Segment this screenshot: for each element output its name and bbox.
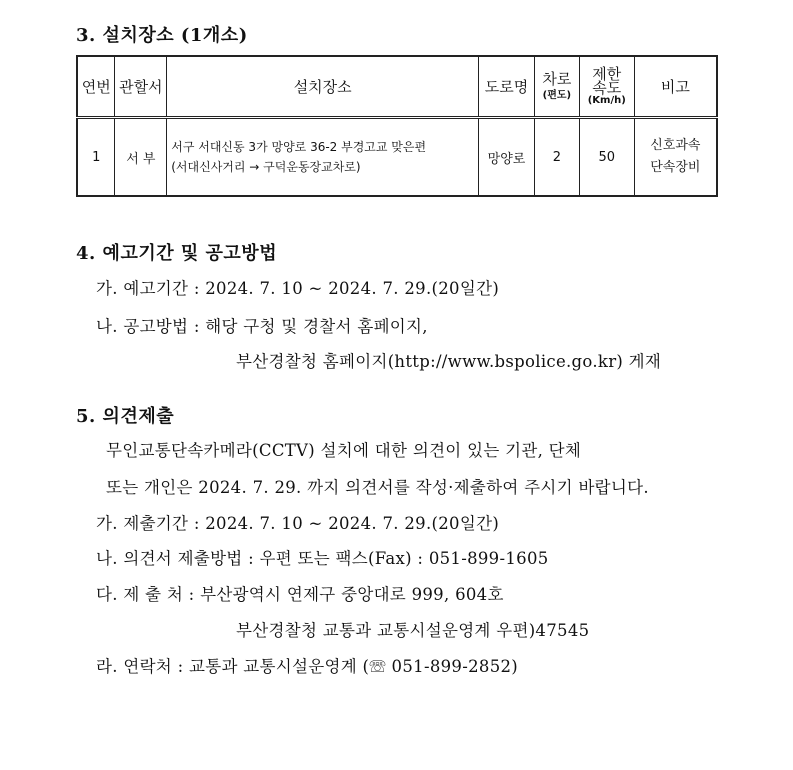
header-speed — [579, 56, 634, 118]
cell-location — [167, 118, 479, 197]
opinion-paragraph-line-2: 또는 개인은 2024. 7. 29. 까지 의견서를 작성·제출하여 주시기 바랍니다. — [106, 478, 649, 497]
cell-no: 1 — [77, 118, 115, 197]
cell-lanes: 2 — [534, 118, 579, 197]
submission-method-line: 나. 의견서 제출방법 : 우편 또는 팩스(Fax) : 051-899-1605 — [96, 549, 549, 568]
header-station: 관할서 — [115, 56, 167, 118]
submission-period-line: 가. 제출기간 : 2024. 7. 10 ~ 2024. 7. 29.(20일간) — [96, 514, 500, 533]
table-row — [77, 118, 717, 197]
header-lanes-sub: (편도) — [542, 90, 572, 101]
cell-note-line1: 신호과속 — [650, 138, 701, 153]
section-3-title: 3. 설치장소 (1개소) — [76, 25, 248, 46]
cell-note — [634, 118, 717, 197]
header-speed-line2: 속도 — [592, 79, 622, 97]
notice-method-line: 나. 공고방법 : 해당 구청 및 경찰서 홈페이지, — [96, 317, 428, 336]
header-no: 연번 — [77, 56, 115, 118]
cell-road: 망양로 — [479, 118, 535, 197]
installation-location-table — [76, 55, 718, 197]
cell-note-line2: 단속장비 — [650, 160, 701, 175]
table-header-row — [77, 56, 717, 118]
header-road: 도로명 — [479, 56, 535, 118]
header-note: 비고 — [634, 56, 717, 118]
notice-method-line-2: 부산경찰청 홈페이지(http://www.bspolice.go.kr) 게재 — [236, 352, 662, 371]
cell-station: 서 부 — [115, 118, 167, 197]
header-speed-line1: 제한 — [592, 65, 622, 83]
submission-address-line-2: 부산경찰청 교통과 교통시설운영계 우편)47545 — [236, 621, 590, 640]
cell-location-line1: 서구 서대신동 3가 망양로 36-2 부경고교 맞은편 — [171, 140, 427, 154]
header-lanes-label: 차로 — [542, 70, 572, 88]
section-4-title: 4. 예고기간 및 공고방법 — [76, 243, 278, 264]
opinion-paragraph-line-1: 무인교통단속카메라(CCTV) 설치에 대한 의견이 있는 기관, 단체 — [106, 441, 582, 460]
notice-period-line: 가. 예고기간 : 2024. 7. 10 ~ 2024. 7. 29.(20일간) — [96, 279, 500, 298]
contact-line: 라. 연락처 : 교통과 교통시설운영계 (☏ 051-899-2852) — [96, 657, 519, 676]
section-5-title: 5. 의견제출 — [76, 406, 175, 427]
cell-location-line2: (서대신사거리 → 구덕운동장교차로) — [171, 160, 361, 174]
header-speed-unit: (Km/h) — [587, 95, 626, 106]
submission-address-line: 다. 제 출 처 : 부산광역시 연제구 중앙대로 999, 604호 — [96, 585, 504, 604]
header-location: 설치장소 — [167, 56, 479, 118]
cell-speed: 50 — [579, 118, 634, 197]
header-lanes — [534, 56, 579, 118]
